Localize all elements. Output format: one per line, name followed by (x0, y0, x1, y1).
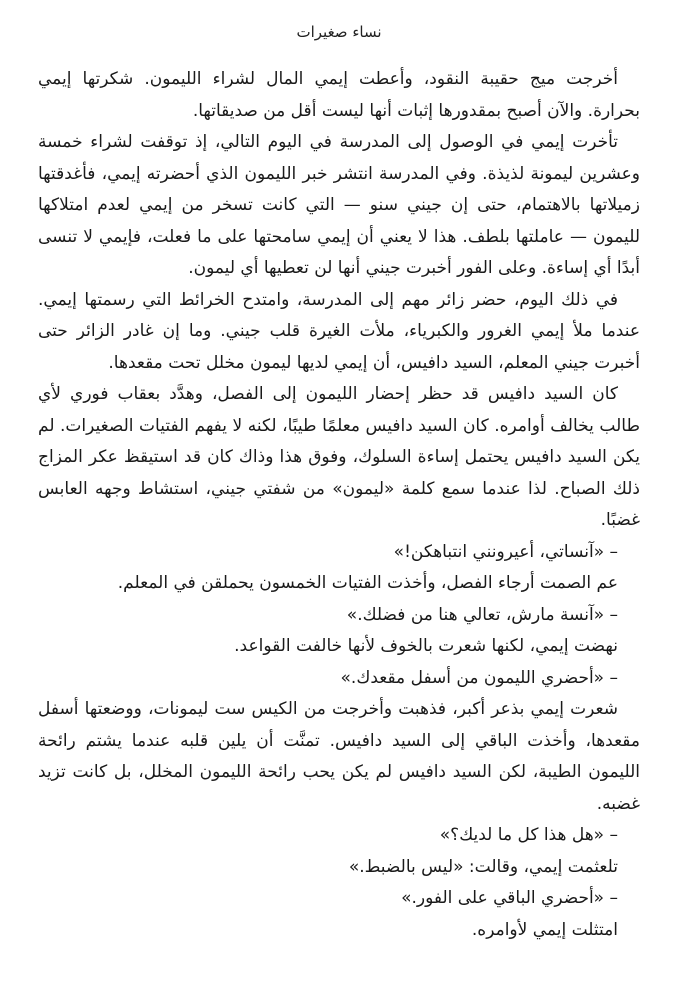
running-header-title: نساء صغيرات (296, 23, 382, 41)
paragraph-6: نهضت إيمي، لكنها شعرت بالخوف لأنها خالفت القواعد. (234, 636, 618, 656)
paragraph-1: أخرجت ميج حقيبة النقود، وأعطت إيمي المال لشراء الليمون. شكرتها إيمي بحرارة. والآن أصبح بمقدورها إثبات أنها ليست أقل من صديقاتها. (38, 69, 640, 121)
paragraph-5: عم الصمت أرجاء الفصل، وأخذت الفتيات الخمسون يحملقن في المعلم. (117, 573, 618, 593)
paragraph-2: تأخرت إيمي في الوصول إلى المدرسة في اليوم التالي، إذ توقفت لشراء خمسة وعشرين ليمونة لذيذة. وفي المدرسة انتشر خبر الليمون الذي أحضرته إيمي، فأغدقتها زميلاتها بالاهتمام، حتى إن جيني سنو — التي كانت تسخر من إيمي لعدم امتلاكها لليمون — عاملتها بلطف. هذا لا يعني أن إيمي سامحتها على ما فعلت، فإيمي لا تنسى أبدًا أي إساءة. وعلى الفور أخبرت جيني أنها لن تعطيها أي ليمون. (38, 132, 640, 278)
paragraph-9: امتثلت إيمي لأوامره. (471, 919, 618, 940)
paragraph-7: شعرت إيمي بذعر أكبر، فذهبت وأخرجت من الكيس ست ليمونات، ووضعتها أسفل مقعدها، وأخذت الباقي إلى السيد دافيس. تمنَّت أن يلين قلبه عندما يشتم رائحة الليمون الطيبة، لكن السيد دافيس لم يكن يحب رائحة الليمون المخلل، بل كانت تزيد غضبه. (38, 699, 640, 814)
dialog-line-1: – «آنساتي، أعيرونني انتباهكن!» (393, 541, 618, 562)
page-body-text (38, 64, 640, 946)
paragraph-8: تلعثمت إيمي، وقالت: «ليس بالضبط.» (348, 856, 618, 877)
dialog-line-5: – «أحضري الباقي على الفور.» (401, 888, 618, 908)
paragraph-3: في ذلك اليوم، حضر زائر مهم إلى المدرسة، وامتدح الخرائط التي رسمتها إيمي. عندما ملأ إيمي الغرور والكبرياء، ملأت الغيرة قلب جيني. وما إن غادر الزائر حتى أخبرت جيني المعلم، السيد دافيس، أن إيمي لديها ليمون مخلل تحت مقعدها. (38, 289, 640, 373)
dialog-line-2: – «آنسة مارش، تعالي هنا من فضلك.» (346, 604, 618, 625)
dialog-line-4: – «هل هذا كل ما لديك؟» (439, 825, 618, 845)
paragraph-4: كان السيد دافيس قد حظر إحضار الليمون إلى الفصل، وهدَّد بعقاب فوري لأي طالب يخالف أوامره. كان السيد دافيس معلمًا طيبًا، لكنه لا يفهم الفتيات الصغيرات. لم يكن السيد دافيس يحتمل إساءة السلوك، وفوق هذا وذاك كان قد استيقظ عكر المزاج ذلك الصباح. لذا عندما سمع كلمة «ليمون» من شفتي جيني، استشاط وجهه العابس غضبًا. (38, 384, 640, 530)
dialog-line-3: – «أحضري الليمون من أسفل مقعدك.» (340, 667, 618, 688)
